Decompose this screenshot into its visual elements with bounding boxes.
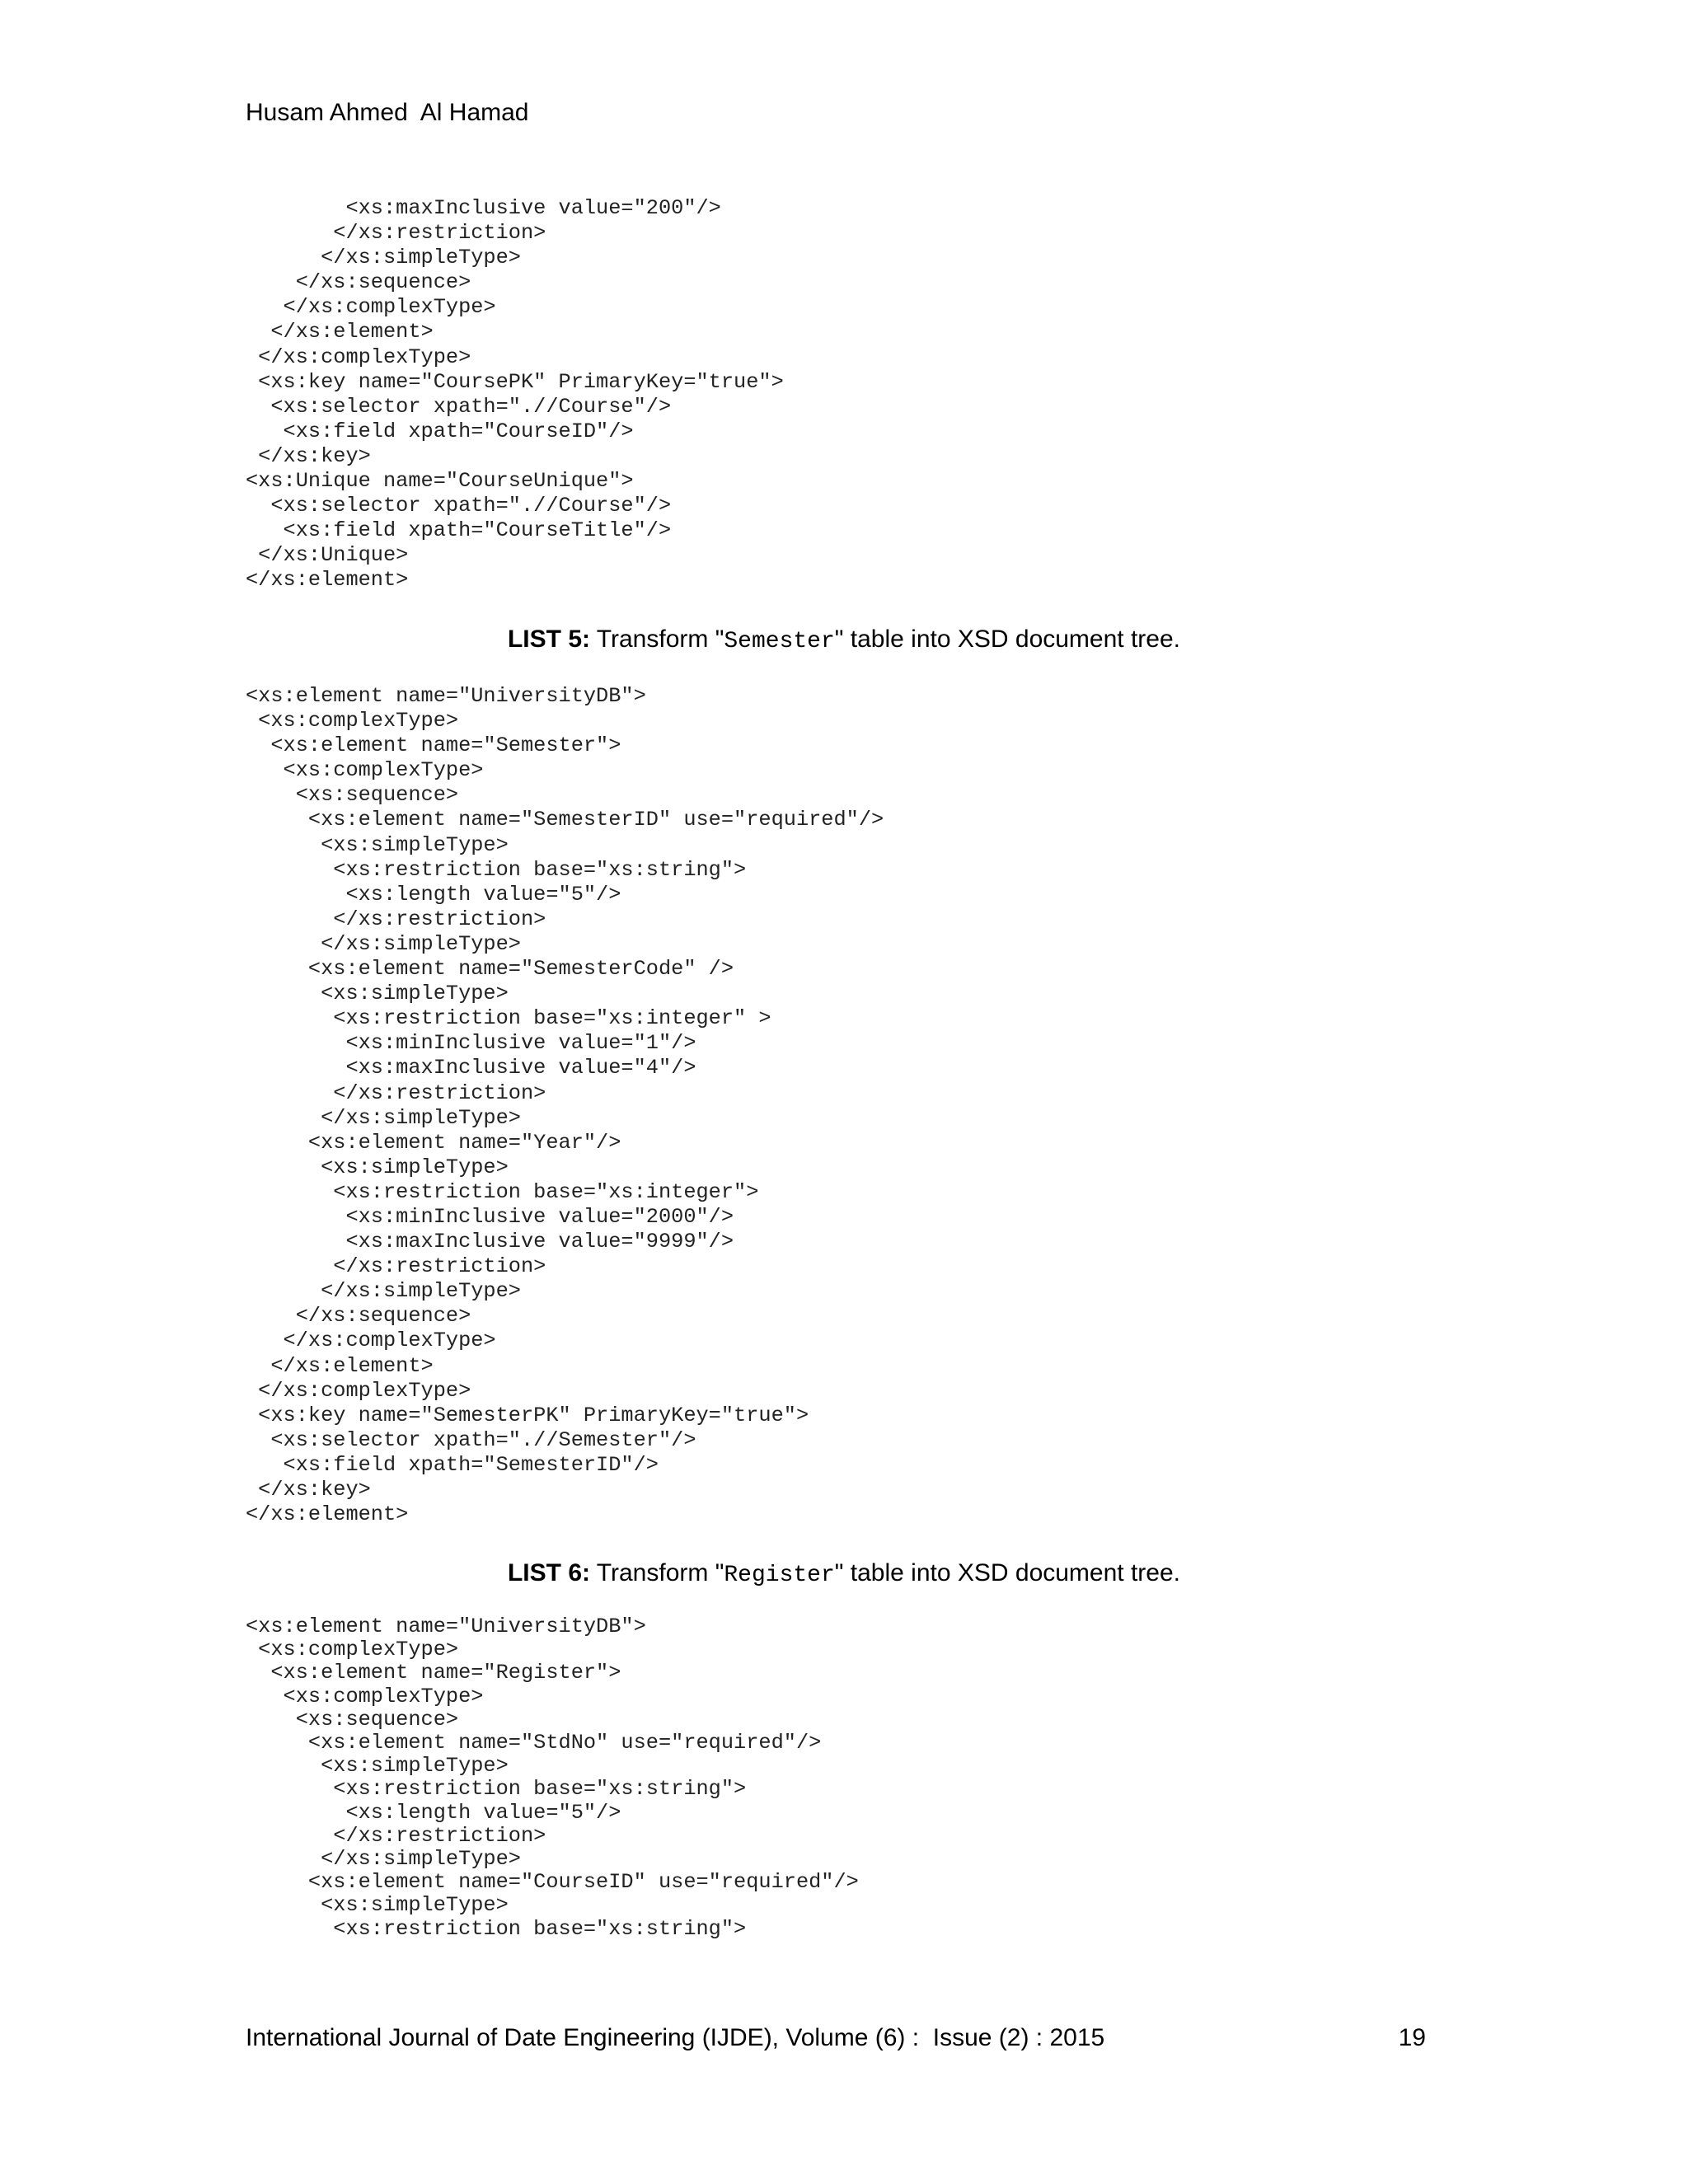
- caption-table-name: Semester: [724, 629, 835, 654]
- code-line: </xs:restriction>: [246, 1080, 546, 1105]
- code-line: </xs:Unique>: [246, 543, 409, 568]
- code-line: <xs:selector xpath=".//Course"/>: [246, 494, 672, 518]
- code-line: </xs:restriction>: [246, 1823, 546, 1848]
- code-line: <xs:complexType>: [246, 1684, 484, 1708]
- page-number: 19: [1398, 2024, 1426, 2051]
- caption-label: LIST 5:: [507, 626, 590, 653]
- code-line: <xs:complexType>: [246, 709, 459, 733]
- code-line: </xs:sequence>: [246, 270, 471, 295]
- code-line: <xs:element name="UniversityDB">: [246, 684, 646, 708]
- code-line: </xs:complexType>: [246, 1329, 496, 1353]
- code-line: <xs:restriction base="xs:string">: [246, 857, 747, 882]
- code-line: <xs:selector xpath=".//Course"/>: [246, 394, 672, 419]
- code-line: <xs:element name="StdNo" use="required"/>: [246, 1731, 822, 1755]
- code-line: </xs:key>: [246, 443, 371, 468]
- code-line: </xs:simpleType>: [246, 1279, 521, 1304]
- code-line: <xs:restriction base="xs:string">: [246, 1916, 747, 1941]
- code-line: <xs:length value="5"/>: [246, 882, 621, 907]
- code-line: <xs:element name="Register">: [246, 1661, 621, 1685]
- code-line: <xs:maxInclusive value="200"/>: [246, 196, 721, 220]
- code-line: </xs:sequence>: [246, 1304, 471, 1329]
- caption-list-5: [0, 623, 1688, 658]
- caption-text: Transform ": [590, 626, 724, 653]
- code-line: <xs:simpleType>: [246, 1155, 509, 1179]
- code-block-semester: [246, 684, 884, 1527]
- code-line: <xs:simpleType>: [246, 1893, 509, 1918]
- code-line: <xs:field xpath="CourseID"/>: [246, 419, 634, 443]
- code-line: <xs:selector xpath=".//Semester"/>: [246, 1427, 696, 1452]
- code-line: </xs:key>: [246, 1478, 371, 1502]
- code-line: <xs:complexType>: [246, 1638, 459, 1662]
- code-line: <xs:element name="UniversityDB">: [246, 1615, 646, 1638]
- code-line: <xs:key name="SemesterPK" PrimaryKey="true">: [246, 1403, 809, 1427]
- code-line: <xs:sequence>: [246, 1707, 459, 1732]
- code-line: </xs:restriction>: [246, 1254, 546, 1279]
- code-line: <xs:element name="Semester">: [246, 733, 621, 758]
- caption-label: LIST 6:: [507, 1559, 590, 1586]
- caption-text: " table into XSD document tree.: [834, 626, 1180, 653]
- code-line: <xs:simpleType>: [246, 1754, 509, 1779]
- code-line: <xs:restriction base="xs:integer" >: [246, 1006, 771, 1031]
- code-line: <xs:simpleType>: [246, 982, 509, 1006]
- footer-journal: International Journal of Date Engineering (IJDE), Volume (6) : Issue (2) : 2015: [246, 2024, 1105, 2051]
- code-line: <xs:maxInclusive value="9999"/>: [246, 1230, 734, 1254]
- code-line: <xs:restriction base="xs:string">: [246, 1777, 747, 1802]
- code-line: <xs:key name="CoursePK" PrimaryKey="true">: [246, 369, 784, 394]
- code-line: </xs:complexType>: [246, 1378, 471, 1403]
- code-line: <xs:length value="5"/>: [246, 1800, 621, 1825]
- code-line: </xs:element>: [246, 1502, 409, 1527]
- code-line: </xs:simpleType>: [246, 931, 521, 956]
- code-line: <xs:restriction base="xs:integer">: [246, 1179, 759, 1204]
- code-line: <xs:minInclusive value="1"/>: [246, 1031, 696, 1056]
- code-line: <xs:maxInclusive value="4"/>: [246, 1056, 696, 1080]
- code-line: </xs:complexType>: [246, 344, 471, 369]
- code-line: </xs:element>: [246, 1353, 434, 1378]
- code-line: </xs:element>: [246, 320, 434, 344]
- code-line: <xs:element name="SemesterCode" />: [246, 957, 734, 982]
- caption-text: Transform ": [590, 1559, 724, 1586]
- code-line: </xs:complexType>: [246, 295, 496, 320]
- code-line: <xs:field xpath="SemesterID"/>: [246, 1452, 659, 1477]
- code-line: <xs:simpleType>: [246, 832, 509, 857]
- caption-list-6: [0, 1557, 1688, 1592]
- code-line: <xs:element name="CourseID" use="required"/>: [246, 1870, 859, 1895]
- code-line: <xs:field xpath="CourseTitle"/>: [246, 518, 672, 543]
- code-block-register: [246, 1615, 859, 1941]
- code-line: </xs:restriction>: [246, 907, 546, 931]
- running-header-author: Husam Ahmed Al Hamad: [246, 99, 529, 126]
- code-line: <xs:sequence>: [246, 783, 459, 808]
- code-line: <xs:minInclusive value="2000"/>: [246, 1204, 734, 1229]
- code-line: </xs:simpleType>: [246, 246, 521, 270]
- code-line: </xs:simpleType>: [246, 1847, 521, 1872]
- code-block-course-continued: [246, 196, 784, 593]
- code-line: </xs:simpleType>: [246, 1105, 521, 1130]
- code-line: <xs:complexType>: [246, 758, 484, 783]
- caption-table-name: Register: [724, 1563, 835, 1588]
- code-line: <xs:Unique name="CourseUnique">: [246, 469, 634, 494]
- caption-text: " table into XSD document tree.: [834, 1559, 1180, 1586]
- code-line: <xs:element name="Year"/>: [246, 1130, 621, 1155]
- code-line: </xs:element>: [246, 568, 409, 593]
- code-line: </xs:restriction>: [246, 221, 546, 246]
- code-line: <xs:element name="SemesterID" use="required"/>: [246, 808, 884, 832]
